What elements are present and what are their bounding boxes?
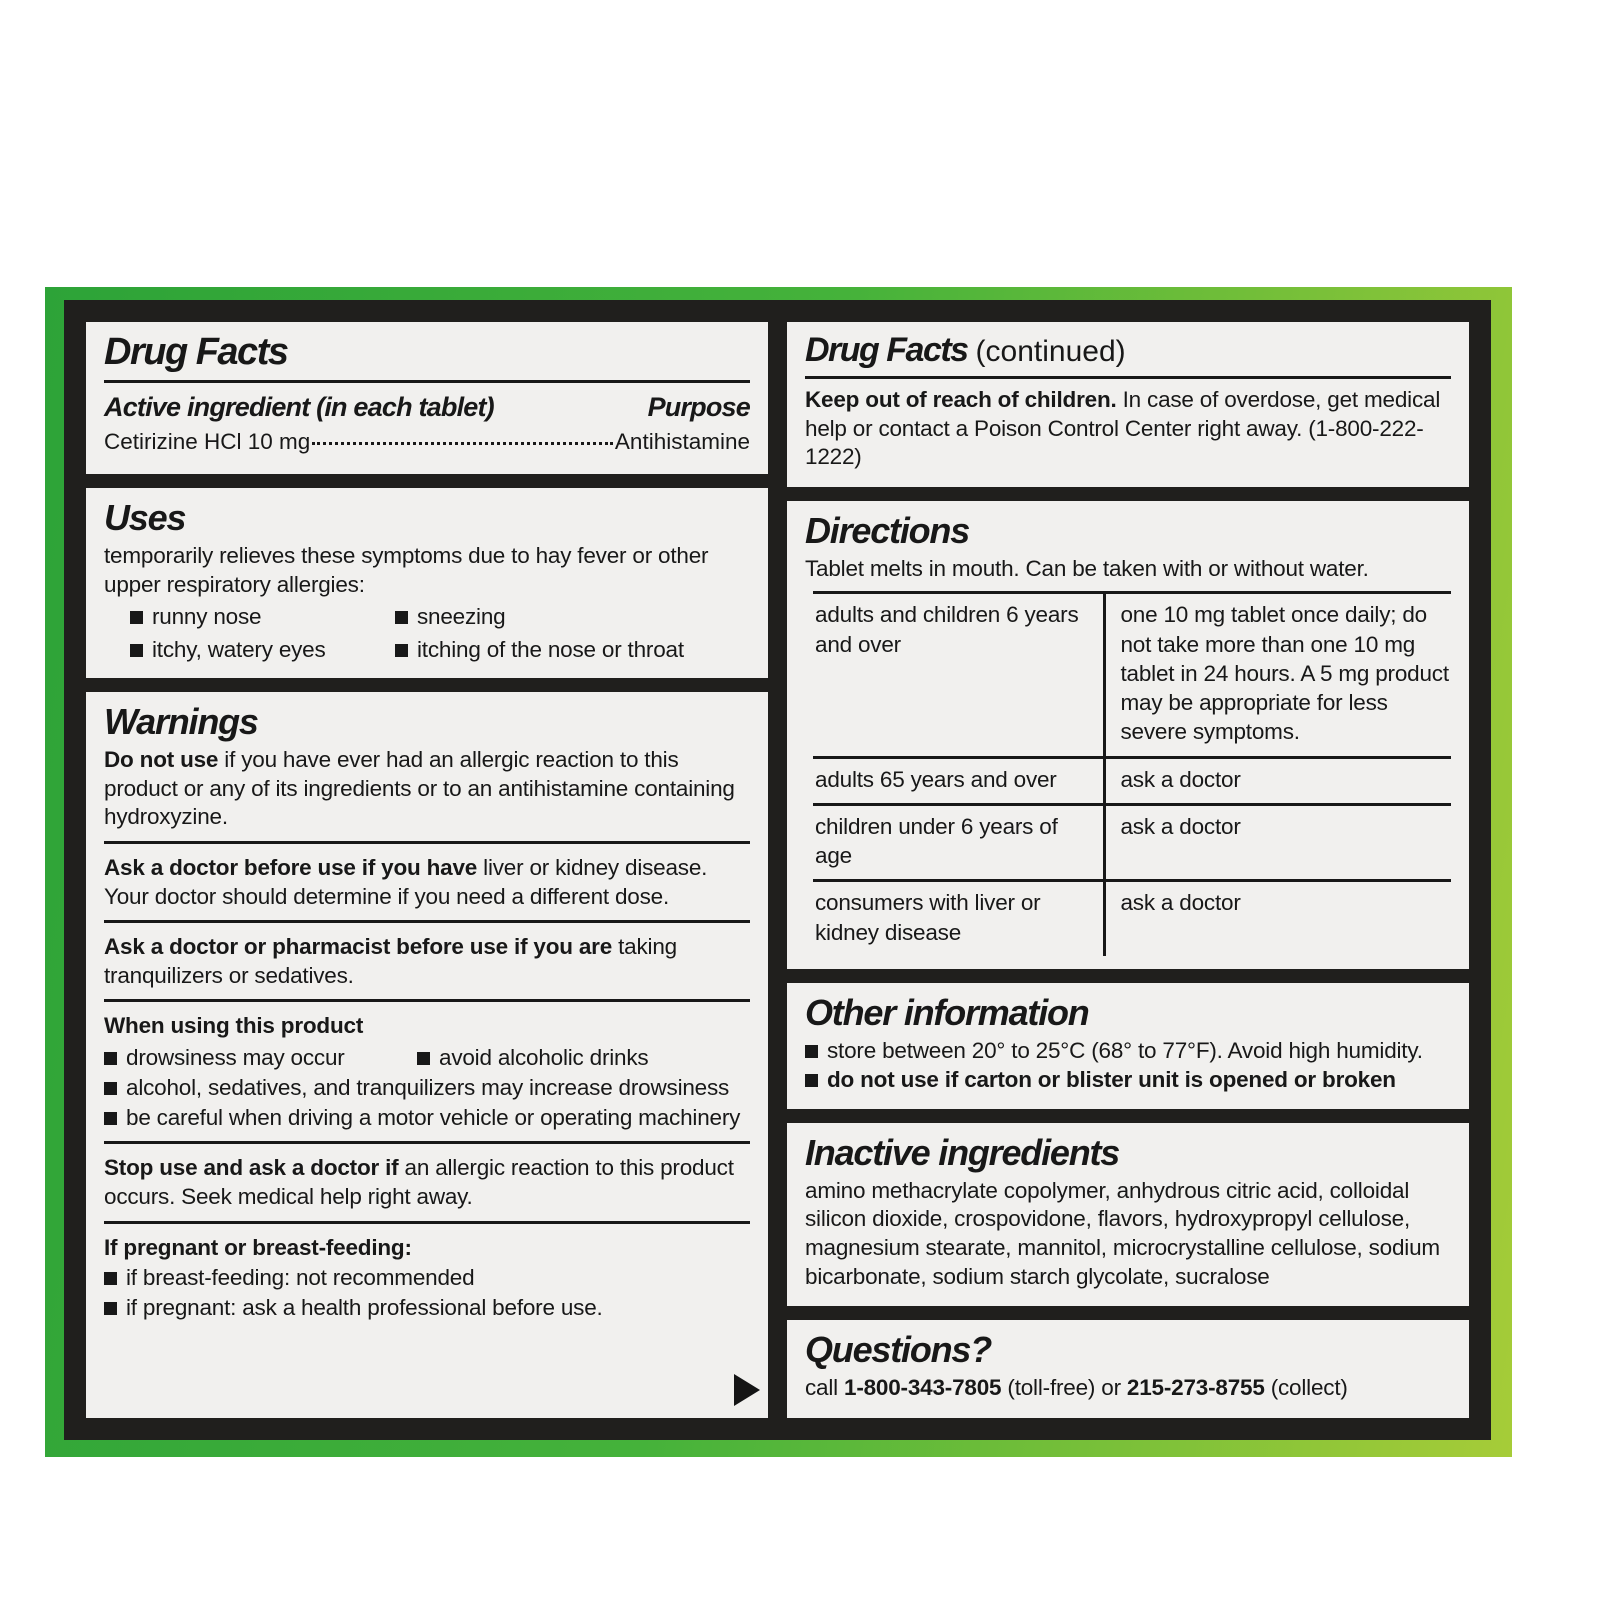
warning-text xyxy=(104,933,750,990)
other-information-panel xyxy=(787,983,1469,1109)
list-item-label: if pregnant: ask a health professional before use. xyxy=(126,1294,603,1320)
list-item xyxy=(104,1104,750,1133)
bullet-square-icon xyxy=(395,611,408,624)
dose-cell: ask a doctor xyxy=(1120,813,1241,839)
ingredient-leader-row xyxy=(104,429,750,455)
list-item-label: itchy, watery eyes xyxy=(152,636,326,662)
questions-call-line xyxy=(805,1374,1451,1403)
drug-facts-header-panel xyxy=(86,322,768,474)
warning-text xyxy=(104,854,750,911)
drug-facts-continued-title xyxy=(805,331,1451,370)
list-item-label: itching of the nose or throat xyxy=(417,636,684,662)
list-item-label: sneezing xyxy=(417,604,506,630)
population-cell: adults 65 years and over xyxy=(813,759,1106,803)
warning-stop-use xyxy=(104,1141,750,1211)
call-between: (toll-free) or xyxy=(1001,1375,1127,1401)
pregnant-heading: If pregnant or breast-feeding: xyxy=(104,1234,412,1260)
table-row xyxy=(813,803,1451,880)
when-using-bullet-row xyxy=(104,1043,750,1074)
warning-do-not-use xyxy=(104,746,750,832)
warning-lead: Ask a doctor or pharmacist before use if you are xyxy=(104,934,613,960)
table-row xyxy=(813,756,1451,803)
list-item xyxy=(805,1066,1451,1095)
drug-facts-title: Drug Facts xyxy=(104,331,288,373)
list-item xyxy=(130,603,385,632)
list-item-label: be careful when driving a motor vehicle or operating machinery xyxy=(126,1104,741,1130)
questions-panel xyxy=(787,1320,1469,1418)
table-row xyxy=(813,594,1451,755)
warning-ask-doctor-pharmacist xyxy=(104,920,750,990)
call-prefix: call xyxy=(805,1375,845,1401)
dose-cell: one 10 mg tablet once daily; do not take more than one 10 mg tablet in 24 hours. A 5 mg product may be appropriate for less severe symptoms. xyxy=(1120,602,1449,745)
table-row xyxy=(813,879,1451,956)
when-using-heading: When using this product xyxy=(104,1013,364,1039)
list-item xyxy=(104,1074,750,1103)
left-column xyxy=(86,322,768,1418)
uses-intro: temporarily relieves these symptoms due to hay fever or other upper respiratory allergies: xyxy=(104,543,709,597)
bullet-square-icon xyxy=(104,1112,117,1125)
bullet-square-icon xyxy=(104,1052,117,1065)
warning-lead: Do not use xyxy=(104,747,219,773)
uses-bullet-grid xyxy=(104,602,750,665)
population-cell: adults and children 6 years and over xyxy=(813,594,1106,755)
directions-panel xyxy=(787,501,1469,969)
phone-collect: 215-273-8755 xyxy=(1126,1375,1265,1401)
questions-title: Questions? xyxy=(805,1329,992,1371)
directions-intro: Tablet melts in mouth. Can be taken with or without water. xyxy=(805,555,1369,581)
warning-lead: Stop use and ask a doctor if xyxy=(104,1155,399,1181)
inactive-ingredients-panel xyxy=(787,1123,1469,1306)
list-item-label: runny nose xyxy=(152,604,262,630)
list-item xyxy=(395,636,750,665)
list-item-label: if breast-feeding: not recommended xyxy=(126,1265,475,1291)
drug-facts-label xyxy=(45,287,1512,1457)
list-item-label: do not use if carton or blister unit is opened or broken xyxy=(827,1067,1396,1093)
uses-panel xyxy=(86,488,768,678)
warning-rest: an allergic reaction to this product occurs. Seek medical help right away. xyxy=(104,1155,734,1209)
warning-text xyxy=(104,1154,750,1211)
inactive-ingredients-title: Inactive ingredients xyxy=(805,1131,1120,1173)
population-cell: children under 6 years of age xyxy=(813,806,1106,880)
warning-rest: liver or kidney disease. Your doctor should determine if you need a different dose. xyxy=(104,854,708,909)
list-item xyxy=(104,1264,750,1293)
population-cell: consumers with liver or kidney disease xyxy=(813,882,1106,956)
active-ingredient-row xyxy=(104,390,750,425)
warning-when-using xyxy=(104,999,750,1132)
directions-table xyxy=(813,591,1451,956)
warnings-panel xyxy=(86,692,768,1417)
directions-title: Directions xyxy=(805,509,970,551)
list-item-label: avoid alcoholic drinks xyxy=(439,1044,649,1070)
bullet-square-icon xyxy=(104,1082,117,1095)
bullet-square-icon xyxy=(395,644,408,657)
bullet-square-icon xyxy=(805,1074,818,1087)
warning-ask-doctor xyxy=(104,841,750,911)
bullet-square-icon xyxy=(417,1052,430,1065)
right-column xyxy=(787,322,1469,1418)
keep-out-rest: In case of overdose, get medical help or contact a Poison Control Center right away. (1-800-222-1222) xyxy=(805,387,1441,470)
dose-cell: ask a doctor xyxy=(1120,890,1241,916)
purpose-value: Antihistamine xyxy=(614,429,750,454)
bullet-square-icon xyxy=(130,611,143,624)
list-item-label: drowsiness may occur xyxy=(126,1044,345,1070)
drug-facts-continued-panel xyxy=(787,322,1469,487)
call-suffix: (collect) xyxy=(1264,1375,1348,1401)
active-ingredient-heading: Active ingredient (in each tablet) xyxy=(104,392,494,422)
bullet-square-icon xyxy=(104,1302,117,1315)
bullet-square-icon xyxy=(805,1045,818,1058)
bullet-square-icon xyxy=(104,1272,117,1285)
warning-rest: if you have ever had an allergic reaction to this product or any of its ingredients or to an antihistamine containing hydroxyzine. xyxy=(104,747,735,830)
divider-rule xyxy=(805,376,1451,379)
dotted-leader xyxy=(312,442,613,445)
list-item xyxy=(104,1294,750,1323)
list-item-label: store between 20° to 25°C (68° to 77°F). Avoid high humidity. xyxy=(827,1037,1423,1063)
warning-lead: Ask a doctor before use if you have xyxy=(104,854,478,880)
warning-text xyxy=(104,746,750,832)
divider-rule xyxy=(104,380,750,383)
continuation-arrow-icon xyxy=(734,1374,760,1406)
bullet-square-icon xyxy=(130,644,143,657)
purpose-heading: Purpose xyxy=(647,392,750,422)
list-item xyxy=(130,636,385,665)
list-item xyxy=(104,1044,409,1073)
warning-pregnant xyxy=(104,1221,750,1323)
inactive-ingredients-text: amino methacrylate copolymer, anhydrous citric acid, colloidal silicon dioxide, crospovidone, flavors, hydroxypropyl cellulose, magnesium stearate, mannitol, microcrystalline cellulose, sodium bicarbonate, sodium starch glycolate, sucralose xyxy=(805,1177,1440,1289)
list-item xyxy=(805,1037,1451,1066)
list-item xyxy=(417,1044,750,1073)
list-item xyxy=(395,603,750,632)
continued-label: (continued) xyxy=(975,335,1126,368)
keep-out-of-reach-text xyxy=(805,386,1451,472)
list-item-label: alcohol, sedatives, and tranquilizers may increase drowsiness xyxy=(126,1075,730,1101)
warnings-title: Warnings xyxy=(104,701,258,743)
keep-out-lead: Keep out of reach of children. xyxy=(805,387,1117,412)
phone-toll-free: 1-800-343-7805 xyxy=(844,1375,1002,1401)
other-information-title: Other information xyxy=(805,991,1089,1033)
uses-title: Uses xyxy=(104,497,186,538)
dose-cell: ask a doctor xyxy=(1120,766,1241,792)
drug-facts-continued-title-main: Drug Facts xyxy=(805,331,968,369)
warning-rest: taking tranquilizers or sedatives. xyxy=(104,934,677,988)
ingredient-name: Cetirizine HCl 10 mg xyxy=(104,429,311,454)
label-black-frame xyxy=(64,300,1491,1440)
